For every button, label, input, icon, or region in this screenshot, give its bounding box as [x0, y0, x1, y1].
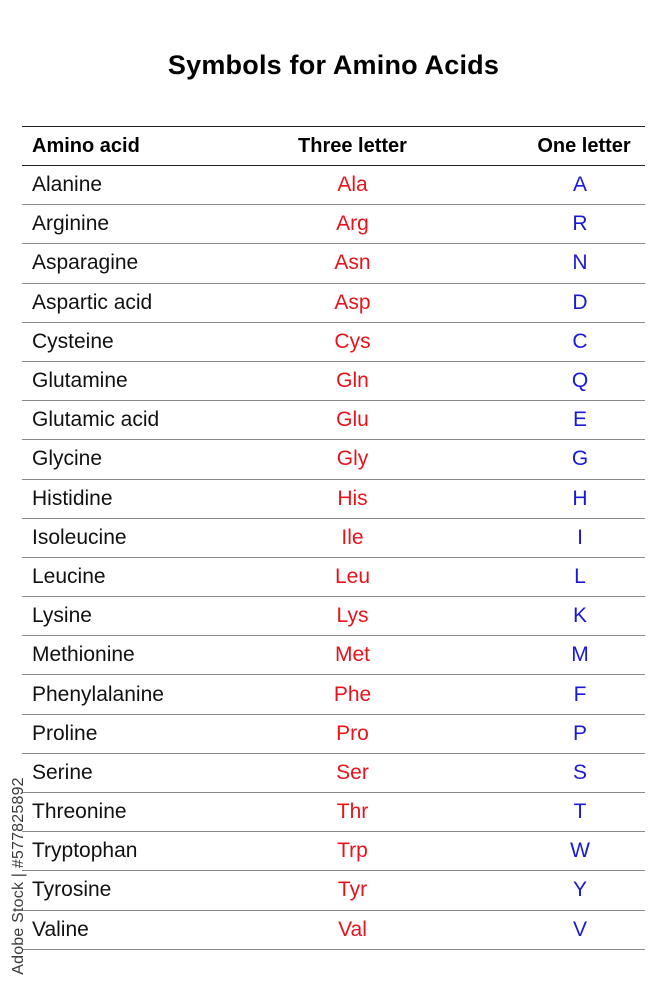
- amino-acid-name: Isoleucine: [32, 525, 127, 549]
- table-row: [22, 323, 645, 362]
- one-letter-code: I: [577, 525, 583, 549]
- table-row: [22, 597, 645, 636]
- three-letter-code: Asn: [334, 251, 371, 275]
- amino-acid-name: Leucine: [32, 564, 106, 588]
- table-row: [22, 558, 645, 597]
- one-letter-code: M: [571, 643, 589, 667]
- table-row: [22, 480, 645, 519]
- one-letter-code: A: [572, 173, 587, 197]
- three-letter-code: Phe: [333, 682, 372, 706]
- amino-acid-name: Threonine: [32, 800, 127, 824]
- one-letter-code: D: [572, 290, 588, 314]
- three-letter-code: His: [337, 486, 368, 510]
- table-row: [22, 401, 645, 440]
- amino-acid-name: Lysine: [32, 604, 92, 628]
- three-letter-code: Thr: [336, 800, 369, 824]
- table-row: [22, 871, 645, 910]
- column-header-amino-acid: Amino acid: [32, 134, 140, 157]
- amino-acid-name: Asparagine: [32, 251, 139, 275]
- one-letter-code: T: [573, 800, 587, 824]
- one-letter-code: Y: [572, 878, 587, 902]
- three-letter-code: Glu: [336, 408, 369, 432]
- amino-acid-name: Aspartic acid: [32, 290, 153, 314]
- table-row: [22, 205, 645, 244]
- one-letter-code: Q: [571, 369, 589, 393]
- three-letter-code: Ser: [336, 760, 369, 784]
- column-header-one-letter: One letter: [537, 134, 631, 157]
- three-letter-code: Tyr: [337, 878, 368, 902]
- table-row: [22, 715, 645, 754]
- amino-acid-name: Tryptophan: [32, 839, 138, 863]
- one-letter-code: G: [571, 447, 589, 471]
- amino-acid-name: Proline: [32, 721, 98, 745]
- amino-acid-name: Tyrosine: [32, 878, 112, 902]
- one-letter-code: V: [572, 917, 587, 941]
- amino-acid-name: Methionine: [32, 643, 135, 667]
- three-letter-code: Asp: [334, 290, 371, 314]
- amino-acid-name: Glycine: [32, 447, 103, 471]
- table-row: [22, 754, 645, 793]
- amino-acid-name: Cysteine: [32, 329, 114, 353]
- one-letter-code: S: [572, 760, 587, 784]
- table-row: [22, 244, 645, 283]
- one-letter-code: R: [572, 212, 588, 236]
- one-letter-code: P: [572, 721, 587, 745]
- amino-acid-name: Arginine: [32, 212, 110, 236]
- three-letter-code: Met: [334, 643, 370, 667]
- three-letter-code: Cys: [334, 329, 371, 353]
- three-letter-code: Pro: [336, 721, 369, 745]
- three-letter-code: Gln: [336, 369, 369, 393]
- table-header-row: [22, 127, 645, 166]
- amino-acid-name: Glutamine: [32, 369, 128, 393]
- table-row: [22, 166, 645, 205]
- table-body: [22, 166, 645, 950]
- three-letter-code: Arg: [336, 212, 369, 236]
- table-row: [22, 284, 645, 323]
- one-letter-code: N: [572, 251, 588, 275]
- page-title: Symbols for Amino Acids: [167, 50, 500, 80]
- amino-acid-name: Valine: [32, 917, 89, 941]
- stock-watermark: [6, 760, 32, 992]
- three-letter-code: Ala: [337, 173, 368, 197]
- amino-acid-table: [22, 126, 645, 950]
- table-row: [22, 911, 645, 950]
- column-header-three-letter: Three letter: [298, 134, 407, 157]
- table-row: [22, 793, 645, 832]
- amino-acid-name: Glutamic acid: [32, 408, 160, 432]
- table-row: [22, 636, 645, 675]
- table-row: [22, 675, 645, 714]
- table-row: [22, 440, 645, 479]
- three-letter-code: Ile: [341, 525, 364, 549]
- table-row: [22, 832, 645, 871]
- table-row: [22, 362, 645, 401]
- amino-acid-name: Phenylalanine: [32, 682, 164, 706]
- one-letter-code: L: [574, 564, 586, 588]
- three-letter-code: Val: [338, 917, 367, 941]
- one-letter-code: C: [572, 329, 588, 353]
- three-letter-code: Leu: [334, 564, 371, 588]
- amino-acid-name: Histidine: [32, 486, 113, 510]
- one-letter-code: K: [572, 604, 587, 628]
- one-letter-code: W: [570, 839, 590, 863]
- one-letter-code: E: [572, 408, 587, 432]
- one-letter-code: F: [573, 682, 587, 706]
- table-row: [22, 519, 645, 558]
- three-letter-code: Trp: [337, 839, 368, 863]
- watermark-text: Adobe Stock | #577825892: [10, 777, 27, 975]
- three-letter-code: Gly: [336, 447, 369, 471]
- three-letter-code: Lys: [336, 604, 369, 628]
- amino-acid-name: Alanine: [32, 173, 103, 197]
- amino-acid-name: Serine: [32, 760, 93, 784]
- one-letter-code: H: [572, 486, 588, 510]
